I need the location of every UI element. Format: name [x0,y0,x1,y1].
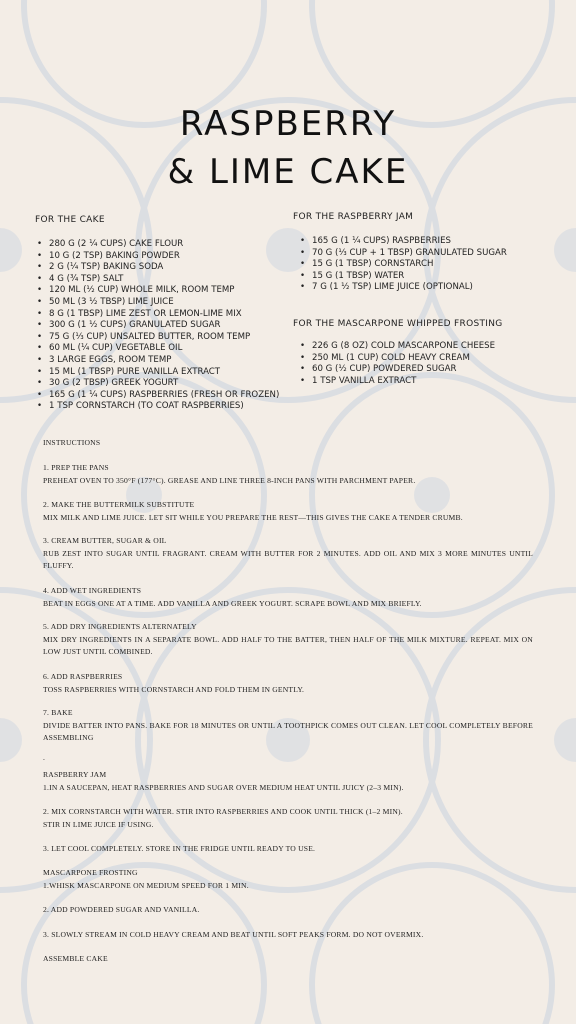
list-item: • 30 G (2 TBSP) GREEK YOGURT [35,378,279,390]
step-title: 4. ADD WET INGREDIENTS [43,586,142,595]
step-1 [43,462,533,487]
list-item: • 60 G (½ CUP) POWDERED SUGAR [298,364,495,376]
frosting-steps-heading: MASCARPONE FROSTING [43,868,138,877]
step-body: MIX DRY INGREDIENTS IN A SEPARATE BOWL. ADD HALF TO THE BATTER, THEN HALF OF THE MILK MIXTURE. REPEAT. MIX ON LOW JUST UNTIL COMBINED. [43,634,533,656]
step-title: 6. ADD RASPBERRIES [43,672,123,681]
step-body: BEAT IN EGGS ONE AT A TIME. ADD VANILLA AND GREEK YOGURT. SCRAPE BOWL AND MIX BRIEFLY. [43,598,422,608]
step-5 [43,621,533,659]
frosting-ingredient-list [298,341,495,387]
list-item: • 165 G (1 ¼ CUPS) RASPBERRIES [298,236,507,248]
step-4 [43,585,533,610]
list-item: • 120 ML (½ CUP) WHOLE MILK, ROOM TEMP [35,285,279,297]
step-body: DIVIDE BATTER INTO PANS. BAKE FOR 18 MINUTES OR UNTIL A TOOTHPICK COMES OUT CLEAN. LET COOL COMPLETELY BEFORE ASSEMBLING [43,720,533,742]
list-item: • 7 G (1 ½ TSP) LIME JUICE (OPTIONAL) [298,282,507,294]
frosting-step-2: 2. ADD POWDERED SUGAR AND VANILLA. [43,905,200,914]
list-item: • 2 G (¼ TSP) BAKING SODA [35,262,279,274]
jam-steps-heading: RASPBERRY JAM [43,770,107,779]
step-6 [43,671,533,696]
cake-heading: FOR THE CAKE [35,215,105,225]
list-item: • 75 G (⅓ CUP) UNSALTED BUTTER, ROOM TEMP [35,332,279,344]
list-item: • 280 G (2 ¼ CUPS) CAKE FLOUR [35,239,279,251]
step-body: TOSS RASPBERRIES WITH CORNSTARCH AND FOLD THEM IN GENTLY. [43,684,305,694]
frosting-heading: FOR THE MASCARPONE WHIPPED FROSTING [293,319,503,329]
list-item: • 8 G (1 TBSP) LIME ZEST OR LEMON-LIME MIX [35,309,279,321]
list-item: • 4 G (¾ TSP) SALT [35,274,279,286]
step-3 [43,535,533,573]
frosting-steps [43,867,533,892]
list-item: • 70 G (⅓ CUP + 1 TBSP) GRANULATED SUGAR [298,248,507,260]
cake-ingredient-list [35,239,279,413]
step-title: 2. MAKE THE BUTTERMILK SUBSTITUTE [43,500,195,509]
list-item: • 15 ML (1 TBSP) PURE VANILLA EXTRACT [35,367,279,379]
list-item: • 10 G (2 TSP) BAKING POWDER [35,251,279,263]
list-item: • 1 TSP CORNSTARCH (TO COAT RASPBERRIES) [35,401,279,413]
jam-step-2 [43,806,533,831]
step-body: RUB ZEST INTO SUGAR UNTIL FRAGRANT. CREAM WITH BUTTER FOR 2 MINUTES. ADD OIL AND MIX 3 MORE MINUTES UNTIL FLUFFY. [43,548,533,570]
step-title: 1. PREP THE PANS [43,463,109,472]
step-title: 3. CREAM BUTTER, SUGAR & OIL [43,536,167,545]
list-item: • 50 ML (3 ½ TBSP) LIME JUICE [35,297,279,309]
list-item: • 1 TSP VANILLA EXTRACT [298,376,495,388]
page-title-line1: RASPBERRY [179,104,397,144]
jam-heading: FOR THE RASPBERRY JAM [293,212,414,222]
list-item: • 165 G (1 ¼ CUPS) RASPBERRIES (FRESH OR FROZEN) [35,390,279,402]
list-item: • 300 G (1 ½ CUPS) GRANULATED SUGAR [35,320,279,332]
list-item: • 15 G (1 TBSP) WATER [298,271,507,283]
list-item: • 226 G (8 OZ) COLD MASCARPONE CHEESE [298,341,495,353]
jam-steps [43,769,533,794]
page-title-line2: & LIME CAKE [167,152,409,192]
step-2 [43,499,533,524]
jam-step-3: 3. LET COOL COMPLETELY. STORE IN THE FRIDGE UNTIL READY TO USE. [43,844,316,853]
jam-step-1: 1.IN A SAUCEPAN, HEAT RASPBERRIES AND SUGAR OVER MEDIUM HEAT UNTIL JUICY (2–3 MIN). [43,782,404,792]
step-body: PREHEAT OVEN TO 350°F (177°C). GREASE AND LINE THREE 8-INCH PANS WITH PARCHMENT PAPER. [43,475,416,485]
frosting-step-3: 3. SLOWLY STREAM IN COLD HEAVY CREAM AND BEAT UNTIL SOFT PEAKS FORM. DO NOT OVERMIX. [43,930,424,939]
jam-step-2-text: 2. MIX CORNSTARCH WITH WATER. STIR INTO RASPBERRIES AND COOK UNTIL THICK (1–2 MIN). [43,807,403,816]
step-7 [43,707,533,745]
list-item: • 3 LARGE EGGS, ROOM TEMP [35,355,279,367]
separator-dot: . [43,753,46,762]
step-title: 5. ADD DRY INGREDIENTS ALTERNATELY [43,622,197,631]
jam-step-2-note: STIR IN LIME JUICE IF USING. [43,819,154,829]
list-item: • 60 ML (¼ CUP) VEGETABLE OIL [35,343,279,355]
list-item: • 250 ML (1 CUP) COLD HEAVY CREAM [298,353,495,365]
step-title: 7. BAKE [43,708,73,717]
jam-ingredient-list [298,236,507,294]
list-item: • 15 G (1 TBSP) CORNSTARCH [298,259,507,271]
step-body: MIX MILK AND LIME JUICE. LET SIT WHILE YOU PREPARE THE REST—THIS GIVES THE CAKE A TENDER CRUMB. [43,512,463,522]
instructions-heading: INSTRUCTIONS [43,438,101,447]
assemble-heading: ASSEMBLE CAKE [43,954,108,963]
frosting-step-1: 1.WHISK MASCARPONE ON MEDIUM SPEED FOR 1 MIN. [43,880,249,890]
